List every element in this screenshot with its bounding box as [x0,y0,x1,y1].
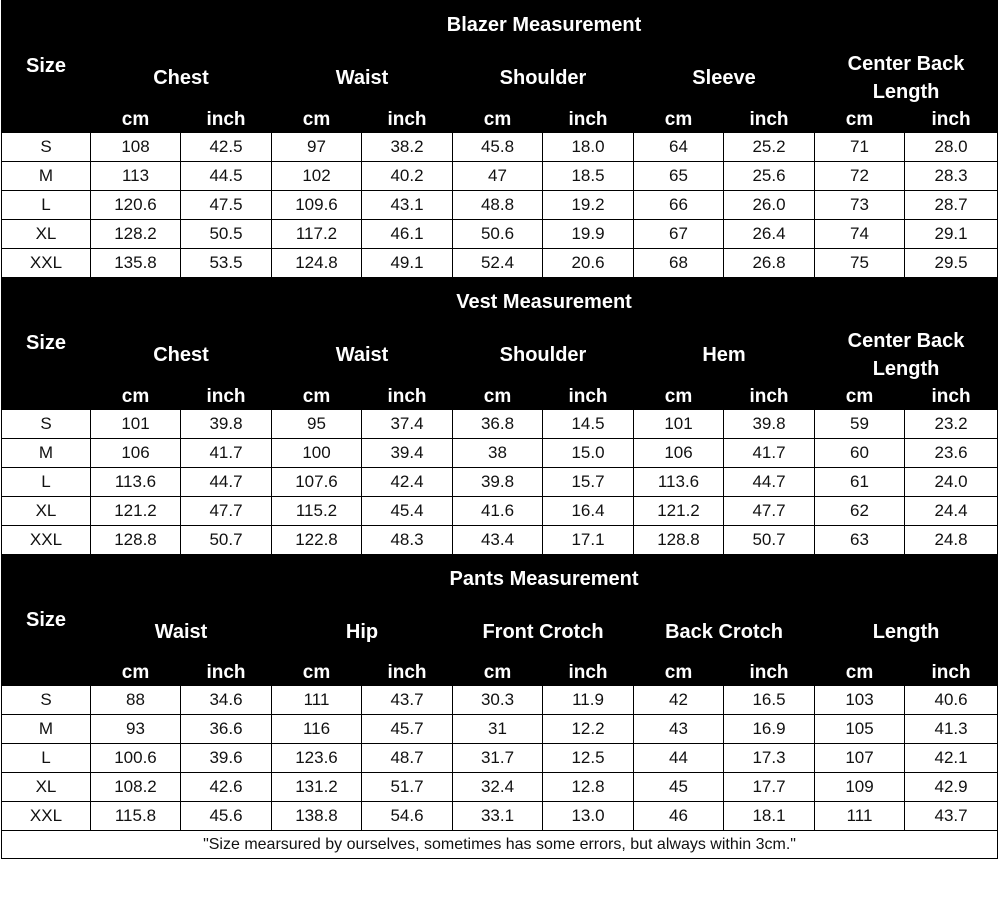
measurement-cell: 73 [815,191,905,220]
blazer-unit-inch: inch [362,107,453,133]
measurement-cell: 18.5 [543,162,634,191]
measurement-cell: 18.0 [543,133,634,162]
measurement-cell: 25.6 [724,162,815,191]
measurement-cell: 128.8 [634,526,724,555]
measurement-cell: 102 [272,162,362,191]
measurement-cell: 66 [634,191,724,220]
measurement-cell: 39.4 [362,439,453,468]
pants-unit-inch: inch [724,660,815,686]
measurement-cell: 115.8 [91,802,181,831]
pants-unit-cm: cm [272,660,362,686]
blazer-unit-inch: inch [724,107,815,133]
measurement-cell: 28.0 [905,133,998,162]
measurement-cell: 14.5 [543,410,634,439]
blazer-unit-row [2,107,998,133]
size-label: M [2,715,91,744]
size-label: L [2,744,91,773]
measurement-cell: 36.6 [181,715,272,744]
vest-chest-header: Chest [91,327,272,384]
measurement-cell: 128.2 [91,220,181,249]
measurement-cell: 11.9 [543,686,634,715]
size-label: XXL [2,249,91,278]
vest-waist-header: Waist [272,327,453,384]
measurement-cell: 44.7 [724,468,815,497]
measurement-cell: 88 [91,686,181,715]
size-chart-table [1,0,998,859]
measurement-cell: 19.2 [543,191,634,220]
pants-title-row [2,555,998,604]
measurement-cell: 17.7 [724,773,815,802]
measurement-cell: 113 [91,162,181,191]
measurement-cell: 47 [453,162,543,191]
measurement-cell: 25.2 [724,133,815,162]
measurement-cell: 38 [453,439,543,468]
measurement-cell: 47.5 [181,191,272,220]
measurement-cell: 24.0 [905,468,998,497]
measurement-cell: 44.5 [181,162,272,191]
table-row [2,686,998,715]
table-row [2,220,998,249]
vest-unit-inch: inch [543,384,634,410]
blazer-unit-inch: inch [181,107,272,133]
measurement-cell: 16.4 [543,497,634,526]
measurement-cell: 20.6 [543,249,634,278]
blazer-chest-header: Chest [91,50,272,107]
vest-unit-row [2,384,998,410]
pants-unit-inch: inch [181,660,272,686]
footnote: "Size mearsured by ourselves, sometimes has some errors, but always within 3cm." [2,831,998,859]
size-label: XL [2,773,91,802]
measurement-cell: 13.0 [543,802,634,831]
measurement-cell: 40.2 [362,162,453,191]
measurement-cell: 29.1 [905,220,998,249]
pants-group-row [2,604,998,660]
size-label: S [2,410,91,439]
measurement-cell: 42.5 [181,133,272,162]
measurement-cell: 45 [634,773,724,802]
vest-unit-cm: cm [272,384,362,410]
measurement-cell: 26.8 [724,249,815,278]
measurement-cell: 39.8 [181,410,272,439]
size-label: S [2,686,91,715]
measurement-cell: 68 [634,249,724,278]
measurement-cell: 101 [634,410,724,439]
measurement-cell: 42.4 [362,468,453,497]
measurement-cell: 123.6 [272,744,362,773]
vest-size-header: Size [2,278,91,410]
table-row [2,468,998,497]
measurement-cell: 111 [272,686,362,715]
vest-center-back-length-header: Center Back Length [815,327,998,384]
measurement-cell: 24.8 [905,526,998,555]
measurement-cell: 41.7 [724,439,815,468]
measurement-cell: 50.7 [724,526,815,555]
measurement-cell: 71 [815,133,905,162]
vest-unit-cm: cm [91,384,181,410]
measurement-cell: 45.7 [362,715,453,744]
vest-shoulder-header: Shoulder [453,327,634,384]
pants-hip-header: Hip [272,604,453,660]
measurement-cell: 50.6 [453,220,543,249]
measurement-cell: 43.4 [453,526,543,555]
measurement-cell: 37.4 [362,410,453,439]
size-label: L [2,468,91,497]
measurement-cell: 100.6 [91,744,181,773]
measurement-cell: 45.8 [453,133,543,162]
measurement-cell: 106 [634,439,724,468]
measurement-cell: 121.2 [91,497,181,526]
measurement-cell: 124.8 [272,249,362,278]
measurement-cell: 41.7 [181,439,272,468]
size-label: XL [2,220,91,249]
measurement-cell: 72 [815,162,905,191]
vest-unit-inch: inch [362,384,453,410]
pants-unit-cm: cm [453,660,543,686]
pants-section-title: Pants Measurement [91,555,998,604]
pants-waist-header: Waist [91,604,272,660]
table-row [2,191,998,220]
measurement-cell: 16.5 [724,686,815,715]
measurement-cell: 43 [634,715,724,744]
table-row [2,715,998,744]
table-row [2,162,998,191]
size-label: M [2,162,91,191]
measurement-cell: 109.6 [272,191,362,220]
measurement-cell: 12.5 [543,744,634,773]
size-label: M [2,439,91,468]
measurement-cell: 52.4 [453,249,543,278]
pants-unit-cm: cm [91,660,181,686]
measurement-cell: 75 [815,249,905,278]
blazer-section-title: Blazer Measurement [91,1,998,50]
measurement-cell: 128.8 [91,526,181,555]
measurement-cell: 95 [272,410,362,439]
measurement-cell: 46 [634,802,724,831]
measurement-cell: 47.7 [724,497,815,526]
table-row [2,410,998,439]
blazer-size-header: Size [2,1,91,133]
measurement-cell: 45.4 [362,497,453,526]
measurement-cell: 63 [815,526,905,555]
table-row [2,526,998,555]
pants-unit-inch: inch [362,660,453,686]
measurement-cell: 44 [634,744,724,773]
blazer-unit-cm: cm [453,107,543,133]
size-label: XXL [2,526,91,555]
measurement-cell: 31 [453,715,543,744]
measurement-cell: 40.6 [905,686,998,715]
vest-unit-cm: cm [453,384,543,410]
measurement-cell: 47.7 [181,497,272,526]
pants-unit-cm: cm [634,660,724,686]
size-label: XL [2,497,91,526]
table-row [2,133,998,162]
measurement-cell: 100 [272,439,362,468]
measurement-cell: 67 [634,220,724,249]
blazer-waist-header: Waist [272,50,453,107]
blazer-unit-cm: cm [91,107,181,133]
measurement-cell: 33.1 [453,802,543,831]
vest-unit-inch: inch [905,384,998,410]
measurement-cell: 93 [91,715,181,744]
measurement-cell: 23.6 [905,439,998,468]
blazer-group-row [2,50,998,107]
vest-unit-cm: cm [634,384,724,410]
measurement-cell: 61 [815,468,905,497]
measurement-cell: 117.2 [272,220,362,249]
table-row [2,249,998,278]
measurement-cell: 24.4 [905,497,998,526]
measurement-cell: 138.8 [272,802,362,831]
blazer-center-back-length-header: Center Back Length [815,50,998,107]
measurement-cell: 43.7 [905,802,998,831]
measurement-cell: 101 [91,410,181,439]
measurement-cell: 43.7 [362,686,453,715]
measurement-cell: 113.6 [91,468,181,497]
measurement-cell: 64 [634,133,724,162]
measurement-cell: 42.9 [905,773,998,802]
measurement-cell: 32.4 [453,773,543,802]
size-label: XXL [2,802,91,831]
measurement-cell: 59 [815,410,905,439]
pants-length-header: Length [815,604,998,660]
blazer-title-row [2,1,998,50]
measurement-cell: 48.3 [362,526,453,555]
measurement-cell: 41.6 [453,497,543,526]
vest-section-title: Vest Measurement [91,278,998,327]
measurement-cell: 17.3 [724,744,815,773]
measurement-cell: 53.5 [181,249,272,278]
measurement-cell: 42 [634,686,724,715]
measurement-cell: 107.6 [272,468,362,497]
pants-size-header: Size [2,555,91,686]
table-row [2,773,998,802]
vest-unit-inch: inch [724,384,815,410]
measurement-cell: 36.8 [453,410,543,439]
measurement-cell: 41.3 [905,715,998,744]
measurement-cell: 120.6 [91,191,181,220]
vest-unit-cm: cm [815,384,905,410]
pants-unit-cm: cm [815,660,905,686]
measurement-cell: 42.1 [905,744,998,773]
measurement-cell: 12.2 [543,715,634,744]
measurement-cell: 108.2 [91,773,181,802]
pants-back-crotch-header: Back Crotch [634,604,815,660]
measurement-cell: 50.5 [181,220,272,249]
measurement-cell: 65 [634,162,724,191]
measurement-cell: 39.8 [453,468,543,497]
measurement-cell: 39.6 [181,744,272,773]
measurement-cell: 135.8 [91,249,181,278]
measurement-cell: 34.6 [181,686,272,715]
measurement-cell: 42.6 [181,773,272,802]
measurement-cell: 113.6 [634,468,724,497]
measurement-cell: 111 [815,802,905,831]
measurement-cell: 18.1 [724,802,815,831]
measurement-cell: 107 [815,744,905,773]
measurement-cell: 122.8 [272,526,362,555]
measurement-cell: 49.1 [362,249,453,278]
measurement-cell: 74 [815,220,905,249]
blazer-unit-cm: cm [634,107,724,133]
measurement-cell: 44.7 [181,468,272,497]
measurement-cell: 31.7 [453,744,543,773]
measurement-cell: 30.3 [453,686,543,715]
vest-title-row [2,278,998,327]
measurement-cell: 45.6 [181,802,272,831]
measurement-cell: 39.8 [724,410,815,439]
measurement-cell: 26.0 [724,191,815,220]
measurement-cell: 105 [815,715,905,744]
measurement-cell: 109 [815,773,905,802]
measurement-cell: 54.6 [362,802,453,831]
measurement-cell: 17.1 [543,526,634,555]
measurement-cell: 43.1 [362,191,453,220]
pants-unit-inch: inch [905,660,998,686]
table-row [2,497,998,526]
blazer-unit-cm: cm [272,107,362,133]
pants-unit-inch: inch [543,660,634,686]
measurement-cell: 26.4 [724,220,815,249]
measurement-cell: 12.8 [543,773,634,802]
measurement-cell: 19.9 [543,220,634,249]
footnote-row [2,831,998,859]
measurement-cell: 108 [91,133,181,162]
measurement-cell: 28.7 [905,191,998,220]
measurement-cell: 50.7 [181,526,272,555]
measurement-cell: 60 [815,439,905,468]
blazer-shoulder-header: Shoulder [453,50,634,107]
vest-group-row [2,327,998,384]
measurement-cell: 116 [272,715,362,744]
measurement-cell: 106 [91,439,181,468]
measurement-cell: 23.2 [905,410,998,439]
measurement-cell: 48.7 [362,744,453,773]
measurement-cell: 51.7 [362,773,453,802]
measurement-cell: 62 [815,497,905,526]
measurement-cell: 97 [272,133,362,162]
vest-unit-inch: inch [181,384,272,410]
measurement-cell: 131.2 [272,773,362,802]
pants-front-crotch-header: Front Crotch [453,604,634,660]
measurement-cell: 103 [815,686,905,715]
blazer-unit-inch: inch [543,107,634,133]
measurement-cell: 15.7 [543,468,634,497]
size-label: L [2,191,91,220]
measurement-cell: 48.8 [453,191,543,220]
blazer-sleeve-header: Sleeve [634,50,815,107]
blazer-unit-cm: cm [815,107,905,133]
measurement-cell: 115.2 [272,497,362,526]
measurement-cell: 28.3 [905,162,998,191]
size-label: S [2,133,91,162]
table-row [2,439,998,468]
measurement-cell: 121.2 [634,497,724,526]
blazer-unit-inch: inch [905,107,998,133]
measurement-cell: 29.5 [905,249,998,278]
pants-unit-row [2,660,998,686]
table-row [2,744,998,773]
measurement-cell: 16.9 [724,715,815,744]
measurement-cell: 38.2 [362,133,453,162]
measurement-cell: 15.0 [543,439,634,468]
vest-hem-header: Hem [634,327,815,384]
measurement-cell: 46.1 [362,220,453,249]
table-row [2,802,998,831]
